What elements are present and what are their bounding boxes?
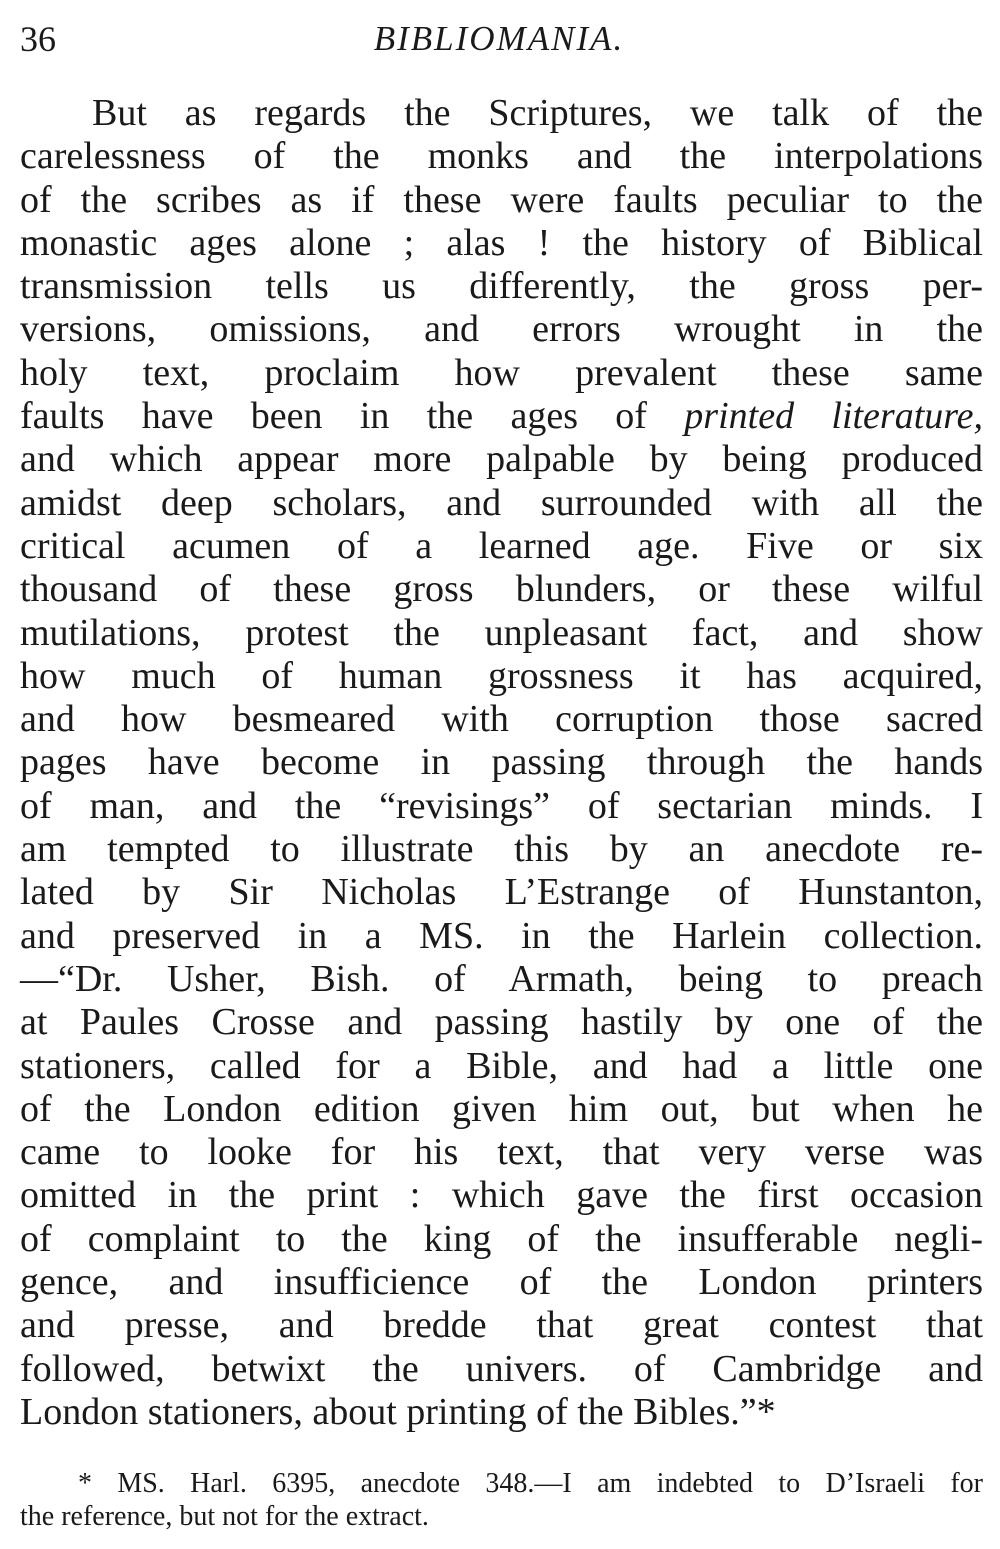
text-line: how much of human grossness it has acquired, bbox=[20, 654, 983, 697]
text-line: London stationers, about printing of the Bibles.”* bbox=[20, 1390, 776, 1433]
footnote-line: the reference, but not for the extract. bbox=[20, 1501, 429, 1532]
running-header bbox=[20, 14, 978, 64]
page-number: 36 bbox=[20, 19, 56, 59]
text-line: of the London edition given him out, but when he bbox=[20, 1087, 983, 1130]
text-line: thousand of these gross blunders, or these wilful bbox=[20, 568, 983, 611]
text-line: —“Dr. Usher, Bish. of Armath, being to preach bbox=[20, 957, 983, 1000]
text-line: of the scribes as if these were faults peculiar to the bbox=[20, 178, 983, 221]
text-line: omitted in the print : which gave the first occasion bbox=[20, 1174, 983, 1217]
footnote-line: * MS. Harl. 6395, anecdote 348.—I am indebted to D’Israeli for bbox=[78, 1468, 983, 1499]
text-line: at Paules Crosse and passing hastily by one of the bbox=[20, 1001, 983, 1044]
text-line: stationers, called for a Bible, and had a little one bbox=[20, 1044, 983, 1087]
text-line: holy text, proclaim how prevalent these same bbox=[20, 351, 983, 394]
text-line: came to looke for his text, that very verse was bbox=[20, 1131, 983, 1174]
text-segment: faults have been in the ages of bbox=[20, 395, 647, 438]
text-line: and how besmeared with corruption those sacred bbox=[20, 698, 983, 741]
text-line: and presse, and bredde that great contest that bbox=[20, 1304, 983, 1347]
text-line: amidst deep scholars, and surrounded with all the bbox=[20, 481, 983, 524]
text-line: transmission tells us differently, the gross per- bbox=[20, 265, 983, 308]
text-line: and preserved in a MS. in the Harlein collection. bbox=[20, 914, 983, 957]
running-title: BIBLIOMANIA. bbox=[373, 19, 625, 58]
italic-phrase: printed literature, bbox=[684, 395, 984, 438]
text-line: of man, and the “revisings” of sectarian minds. I bbox=[20, 784, 983, 827]
text-line: of complaint to the king of the insufferable negli- bbox=[20, 1217, 983, 1260]
text-line: and which appear more palpable by being produced bbox=[20, 438, 983, 481]
text-line: am tempted to illustrate this by an anecdote re- bbox=[20, 828, 983, 871]
text-line: versions, omissions, and errors wrought in the bbox=[20, 308, 983, 351]
text-line: lated by Sir Nicholas L’Estrange of Hunstanton, bbox=[20, 871, 983, 914]
text-line-with-italic bbox=[20, 395, 983, 438]
text-line: followed, betwixt the univers. of Cambridge and bbox=[20, 1347, 983, 1390]
text-line: gence, and insufficience of the London printers bbox=[20, 1261, 983, 1304]
footnote bbox=[20, 1467, 983, 1533]
text-line: But as regards the Scriptures, we talk of the bbox=[92, 92, 983, 134]
text-line: mutilations, protest the unpleasant fact, and show bbox=[20, 611, 983, 654]
text-line: monastic ages alone ; alas ! the history of Biblical bbox=[20, 221, 983, 264]
text-line: pages have become in passing through the hands bbox=[20, 741, 983, 784]
body-paragraph bbox=[20, 92, 983, 1434]
text-line: critical acumen of a learned age. Five or six bbox=[20, 524, 983, 567]
text-line: carelessness of the monks and the interpolations bbox=[20, 135, 983, 178]
